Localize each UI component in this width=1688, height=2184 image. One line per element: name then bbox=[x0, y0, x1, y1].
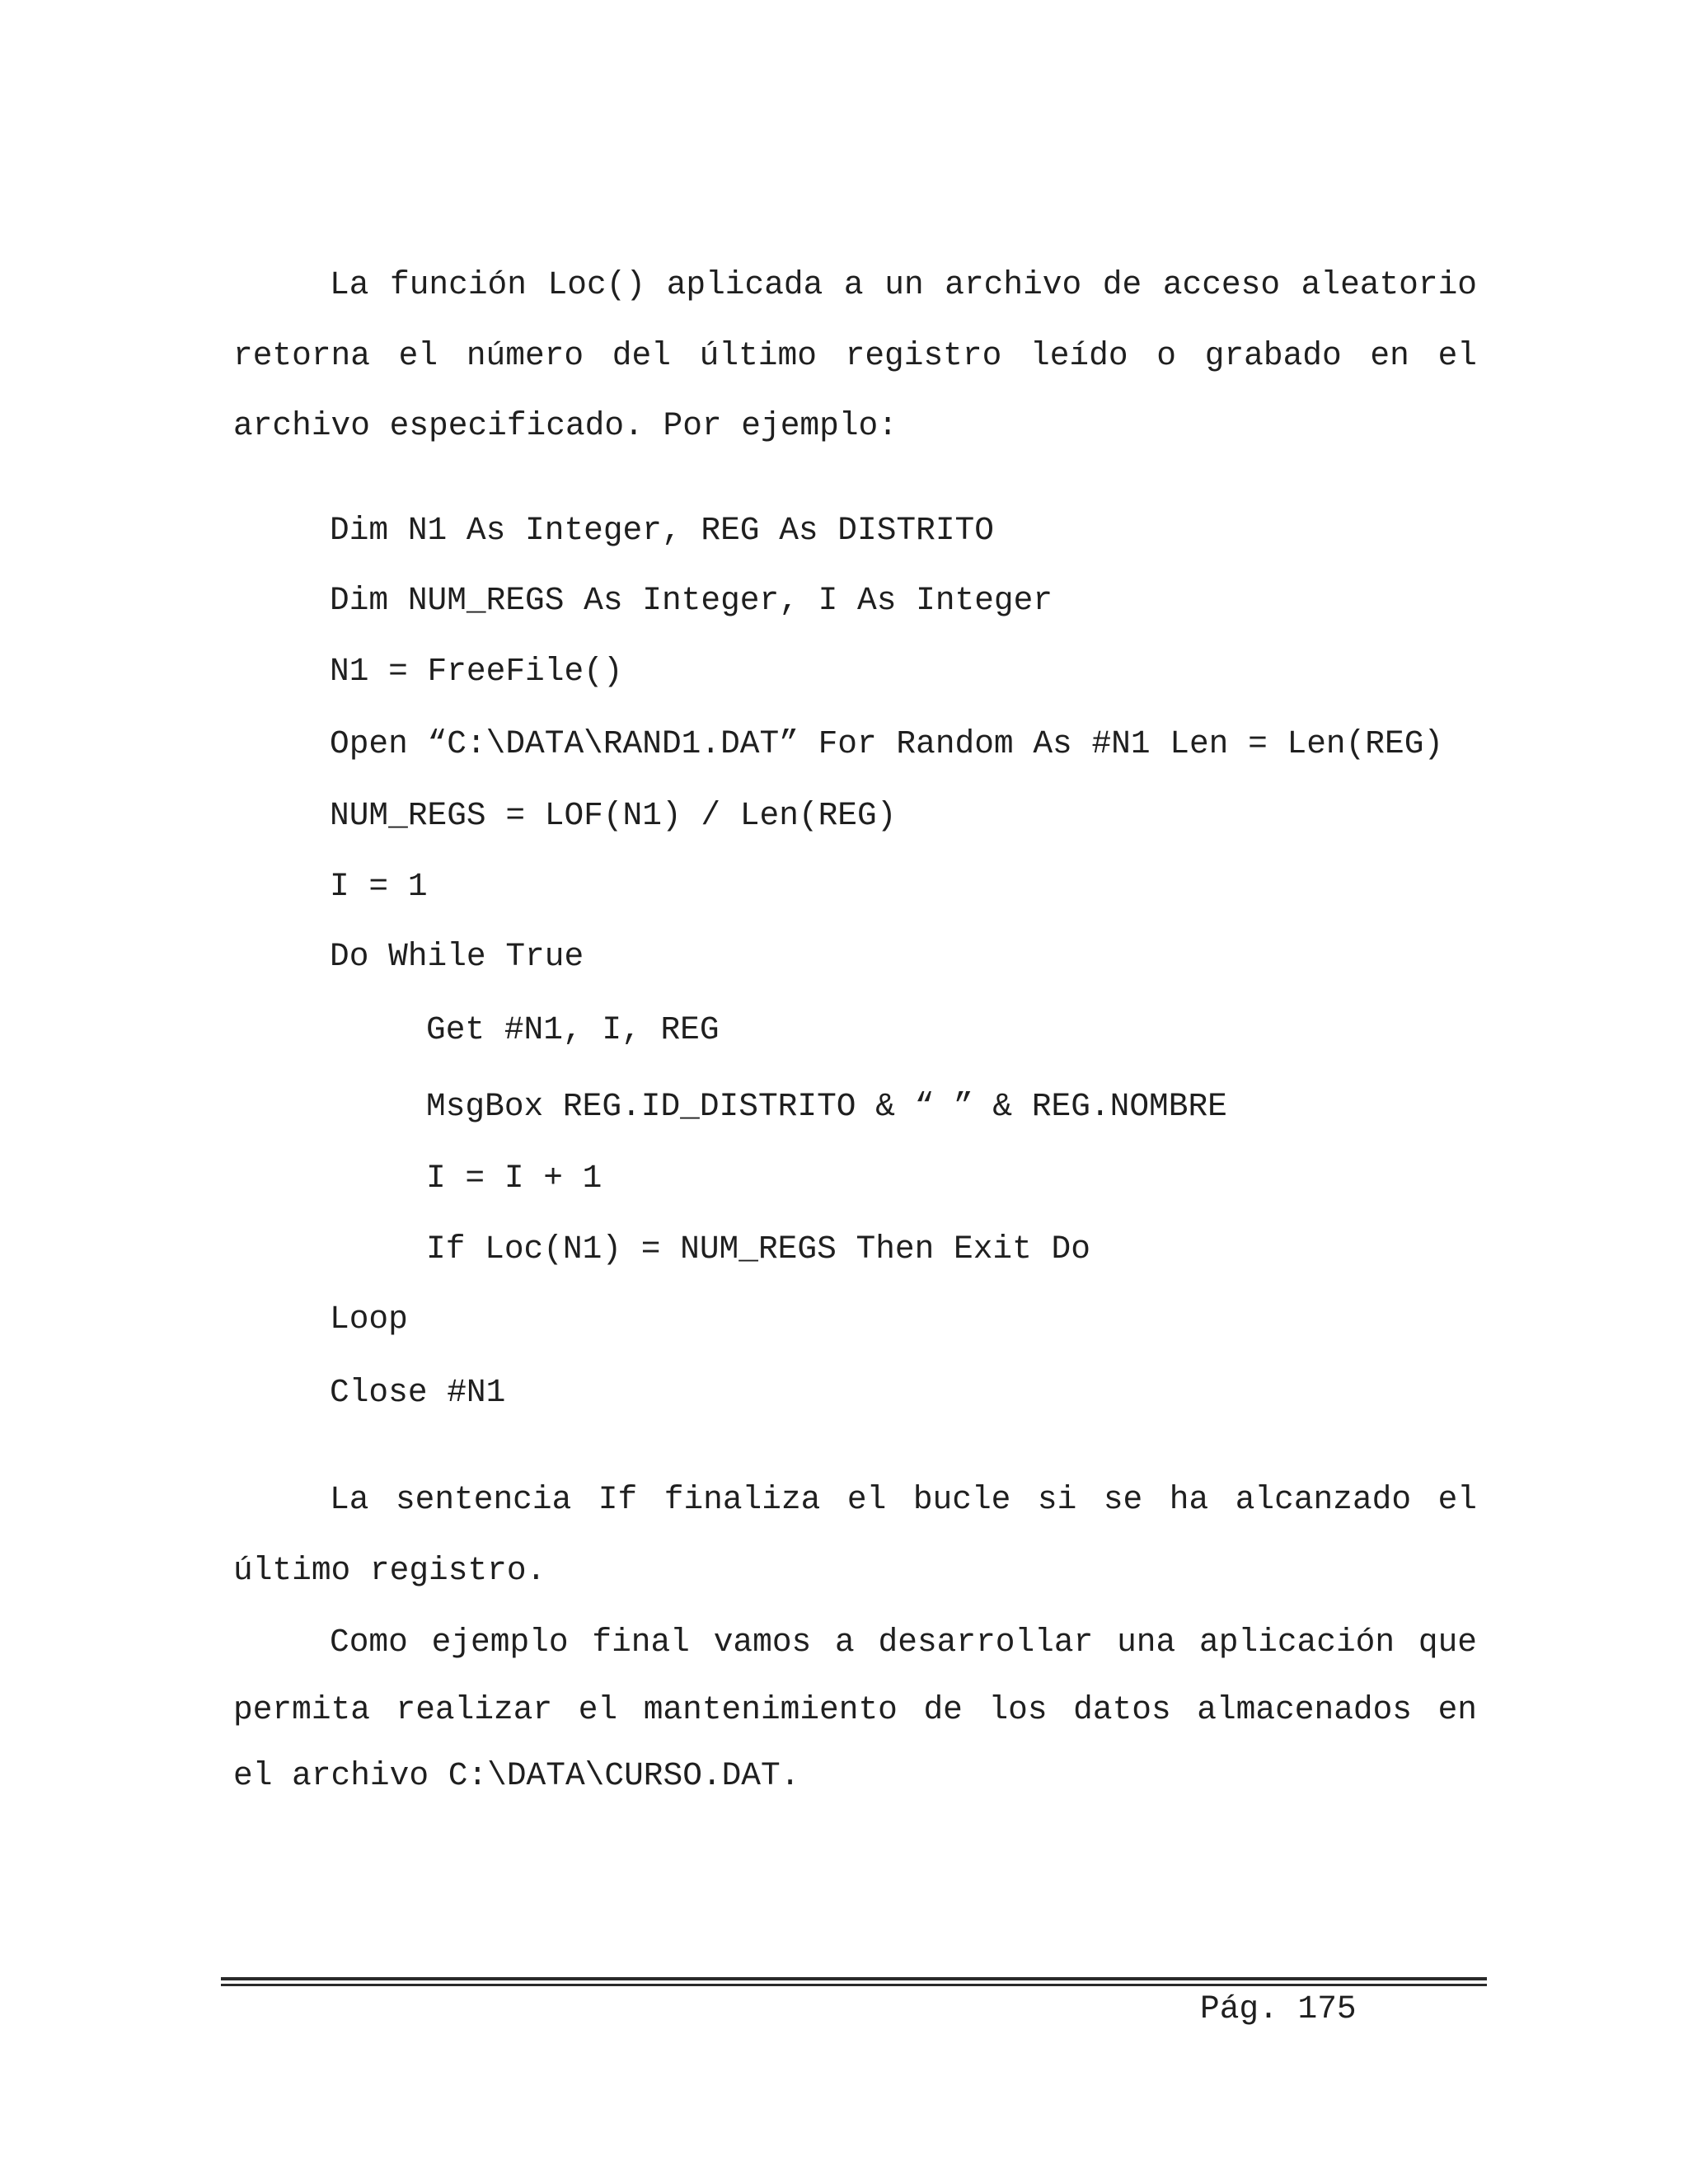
paragraph-line: permita realizar el mantenimiento de los datos almacenados en bbox=[233, 1691, 1477, 1728]
footer-rule bbox=[221, 1977, 1487, 1980]
code-line: Loop bbox=[330, 1301, 408, 1338]
code-line: Dim NUM_REGS As Integer, I As Integer bbox=[330, 582, 1053, 619]
paragraph-line: último registro. bbox=[233, 1552, 546, 1589]
paragraph-line: Como ejemplo final vamos a desarrollar una aplicación que bbox=[330, 1624, 1477, 1661]
footer-rule bbox=[221, 1984, 1487, 1986]
paragraph-line: archivo especificado. Por ejemplo: bbox=[233, 407, 898, 444]
paragraph-line: retorna el número del último registro leído o grabado en el bbox=[233, 337, 1477, 374]
code-line: I = 1 bbox=[330, 868, 428, 905]
code-line: Get #N1, I, REG bbox=[426, 1011, 720, 1048]
code-line: Close #N1 bbox=[330, 1374, 506, 1411]
paragraph-line: el archivo C:\DATA\CURSO.DAT. bbox=[233, 1757, 800, 1794]
code-line: MsgBox REG.ID_DISTRITO & “ ” & REG.NOMBRE bbox=[426, 1088, 1227, 1125]
code-line: Dim N1 As Integer, REG As DISTRITO bbox=[330, 512, 994, 549]
paragraph-line: La función Loc() aplicada a un archivo de acceso aleatorio bbox=[330, 266, 1477, 303]
page-number: Pág. 175 bbox=[1200, 1990, 1357, 2027]
code-line: Do While True bbox=[330, 938, 584, 975]
code-line: I = I + 1 bbox=[426, 1160, 603, 1197]
code-line: If Loc(N1) = NUM_REGS Then Exit Do bbox=[426, 1230, 1090, 1268]
paragraph-line: La sentencia If finaliza el bucle si se ha alcanzado el bbox=[330, 1481, 1477, 1518]
code-line: Open “C:\DATA\RAND1.DAT” For Random As #N1 Len = Len(REG) bbox=[330, 725, 1444, 762]
code-line: N1 = FreeFile() bbox=[330, 653, 623, 690]
code-line: NUM_REGS = LOF(N1) / Len(REG) bbox=[330, 797, 897, 834]
